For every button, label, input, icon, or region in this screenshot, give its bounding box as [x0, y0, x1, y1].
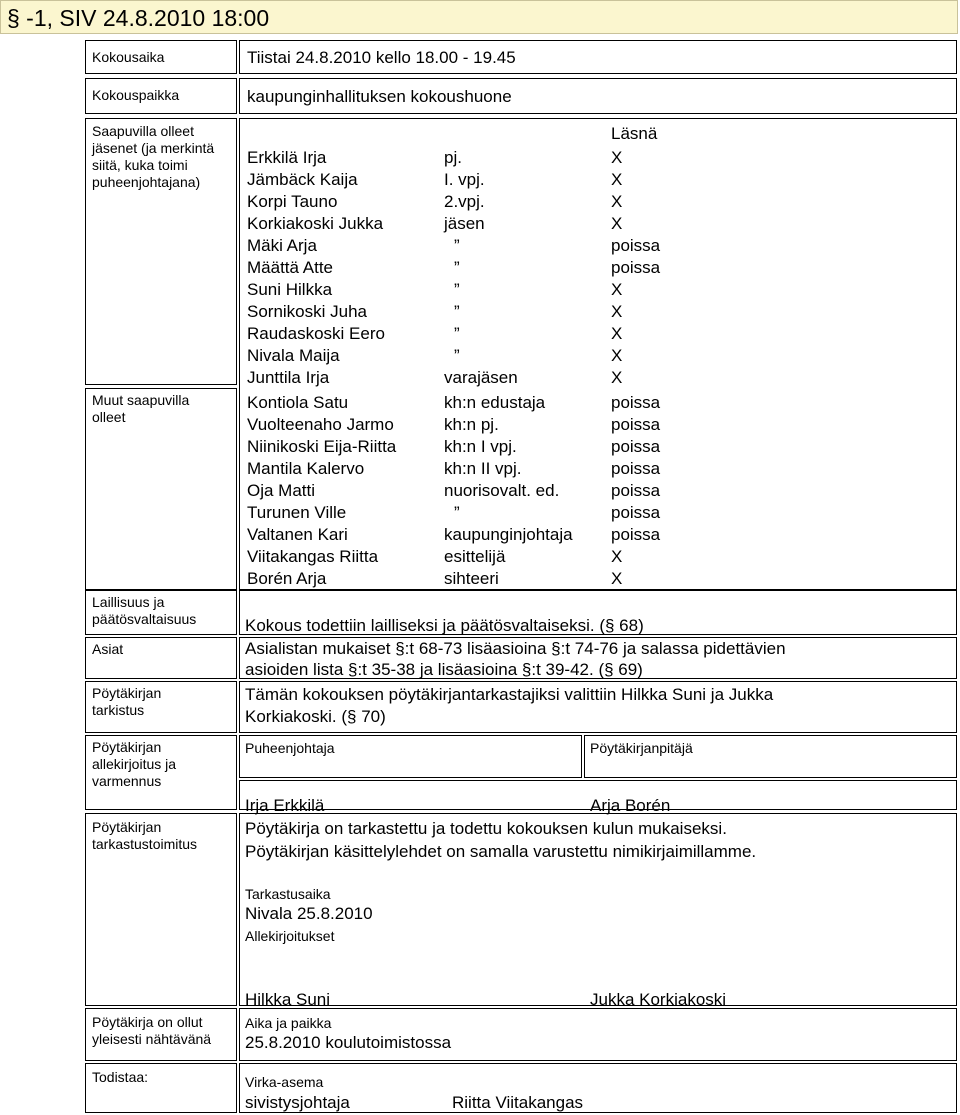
member-role: jäsen	[444, 214, 485, 233]
label-box-place	[85, 78, 237, 114]
review-signer2: Jukka Korkiakoski	[590, 990, 727, 1009]
member-name: Korkiakoski Jukka	[247, 214, 384, 233]
member-role: pj.	[444, 148, 462, 167]
content-box-attendance	[239, 118, 957, 590]
other-role: kh:n I vpj.	[444, 437, 517, 456]
secretary-label: Pöytäkirjanpitäjä	[590, 740, 693, 756]
member-status: X	[611, 368, 623, 387]
member-role: ”	[454, 236, 460, 255]
member-role: I. vpj.	[444, 170, 485, 189]
label-box-others	[85, 388, 237, 590]
other-status: poissa	[611, 393, 661, 412]
other-role: kh:n edustaja	[444, 393, 546, 412]
review-signer1: Hilkka Suni	[245, 990, 331, 1009]
other-role: kh:n pj.	[444, 415, 499, 434]
member-role: ”	[454, 280, 460, 299]
matters-label: Asiat	[92, 641, 124, 657]
member-role: ”	[454, 302, 460, 321]
member-name: Erkkilä Irja	[247, 148, 327, 167]
present-header: Läsnä	[611, 124, 658, 143]
content-box-review	[239, 813, 957, 1009]
other-status: poissa	[611, 481, 661, 500]
document-header	[0, 0, 958, 34]
other-status: poissa	[611, 525, 661, 544]
review-line1: Pöytäkirja on tarkastettu ja todettu kokouksen kulun mukaiseksi.	[245, 819, 727, 838]
label-box-legality	[85, 590, 237, 635]
other-name: Vuolteenaho Jarmo	[247, 415, 394, 434]
time-label: Kokousaika	[92, 49, 165, 65]
member-name: Suni Hilkka	[247, 280, 333, 299]
member-status: X	[611, 346, 623, 365]
other-status: X	[611, 547, 623, 566]
other-name: Mantila Kalervo	[247, 459, 365, 478]
review-place-label: Tarkastusaika	[245, 886, 331, 902]
content-box-inspection	[239, 681, 957, 733]
content-box-display	[239, 1008, 957, 1061]
display-label: Pöytäkirja on ollut yleisesti nähtävänä	[92, 1014, 212, 1047]
review-sign-label: Allekirjoitukset	[245, 928, 335, 944]
other-name: Turunen Ville	[247, 503, 347, 522]
other-name: Viitakangas Riitta	[247, 547, 379, 566]
other-name: Oja Matti	[247, 481, 316, 500]
member-status: X	[611, 324, 623, 343]
label-box-display	[85, 1008, 237, 1061]
inspection-line2: Korkiakoski. (§ 70)	[245, 707, 386, 726]
content-box-legality	[239, 590, 957, 635]
chair-label: Puheenjohtaja	[245, 740, 335, 756]
other-status: poissa	[611, 459, 661, 478]
member-role: ”	[454, 258, 460, 277]
member-role: ”	[454, 324, 460, 343]
attest-position-label: Virka-asema	[245, 1074, 324, 1090]
label-box-attest	[85, 1063, 237, 1113]
header-title: § -1, SIV 24.8.2010 18:00	[7, 5, 270, 31]
content-box-attest	[239, 1063, 957, 1113]
label-box-members	[85, 118, 237, 385]
attest-label: Todistaa:	[92, 1069, 149, 1085]
other-name: Kontiola Satu	[247, 393, 349, 412]
content-box-chair-label	[239, 735, 582, 778]
inspection-line1: Tämän kokouksen pöytäkirjantarkastajiksi valittiin Hilkka Suni ja Jukka	[245, 685, 774, 704]
place-value: kaupunginhallituksen kokoushuone	[247, 87, 512, 106]
label-box-inspection	[85, 681, 237, 733]
other-role: kaupunginjohtaja	[444, 525, 573, 544]
other-role: esittelijä	[444, 547, 506, 566]
label-box-signing	[85, 735, 237, 810]
member-role: varajäsen	[444, 368, 518, 387]
member-name: Nivala Maija	[247, 346, 340, 365]
member-status: X	[611, 192, 623, 211]
inspection-label: Pöytäkirjan tarkistus	[92, 685, 162, 718]
member-name: Raudaskoski Eero	[247, 324, 385, 343]
other-status: poissa	[611, 415, 661, 434]
matters-line1: Asialistan mukaiset §:t 68-73 lisäasioina §:t 74-76 ja salassa pidettävien	[245, 639, 786, 658]
display-time-value: 25.8.2010 koulutoimistossa	[245, 1033, 452, 1052]
legality-text: Kokous todettiin lailliseksi ja päätösvaltaiseksi. (§ 68)	[245, 616, 644, 635]
other-name: Niinikoski Eija-Riitta	[247, 437, 397, 456]
time-value: Tiistai 24.8.2010 kello 18.00 - 19.45	[247, 48, 516, 67]
member-status: X	[611, 280, 623, 299]
other-name: Valtanen Kari	[247, 525, 348, 544]
matters-line2: asioiden lista §:t 35-38 ja lisäasioina §:t 39-42. (§ 69)	[245, 660, 643, 679]
content-box-time	[239, 40, 957, 74]
other-role: kh:n II vpj.	[444, 459, 522, 478]
review-place-value: Nivala 25.8.2010	[245, 904, 373, 923]
members-label: Saapuvilla olleet jäsenet (ja merkintä siitä, kuka toimi puheenjohtajana)	[92, 123, 215, 190]
attest-position-value: sivistysjohtaja	[245, 1093, 350, 1112]
review-label: Pöytäkirjan tarkastustoimitus	[92, 819, 198, 852]
chair-name: Irja Erkkilä	[245, 796, 325, 815]
member-status: X	[611, 170, 623, 189]
member-name: Junttila Irja	[247, 368, 330, 387]
member-role: 2.vpj.	[444, 192, 485, 211]
content-box-place	[239, 78, 957, 114]
signing-label: Pöytäkirjan allekirjoitus ja varmennus	[92, 739, 177, 789]
legality-label: Laillisuus ja päätösvaltaisuus	[92, 594, 197, 627]
member-status: poissa	[611, 258, 661, 277]
attest-name: Riitta Viitakangas	[452, 1093, 584, 1112]
member-status: X	[611, 214, 623, 233]
content-box-matters	[239, 637, 957, 679]
place-label: Kokouspaikka	[92, 87, 180, 103]
other-role: sihteeri	[444, 569, 499, 588]
other-name: Borén Arja	[247, 569, 327, 588]
member-name: Määttä Atte	[247, 258, 333, 277]
label-box-review	[85, 813, 237, 1006]
content-box-signatures	[239, 780, 957, 815]
content-box-secretary-label	[584, 735, 957, 778]
member-status: X	[611, 148, 623, 167]
member-status: X	[611, 302, 623, 321]
member-name: Korpi Tauno	[247, 192, 338, 211]
label-box-matters	[85, 637, 237, 679]
secretary-name: Arja Borén	[590, 796, 671, 815]
member-name: Jämbäck Kaija	[247, 170, 358, 189]
member-name: Mäki Arja	[247, 236, 317, 255]
others-label: Muut saapuvilla olleet	[92, 392, 190, 425]
other-status: poissa	[611, 437, 661, 456]
other-status: X	[611, 569, 623, 588]
member-role: ”	[454, 346, 460, 365]
review-line2: Pöytäkirjan käsittelylehdet on samalla varustettu nimikirjaimillamme.	[245, 842, 757, 861]
other-role: nuorisovalt. ed.	[444, 481, 560, 500]
label-box-time	[85, 40, 237, 74]
member-name: Sornikoski Juha	[247, 302, 368, 321]
member-status: poissa	[611, 236, 661, 255]
other-role: ”	[454, 503, 460, 522]
display-time-label: Aika ja paikka	[245, 1015, 332, 1031]
other-status: poissa	[611, 503, 661, 522]
